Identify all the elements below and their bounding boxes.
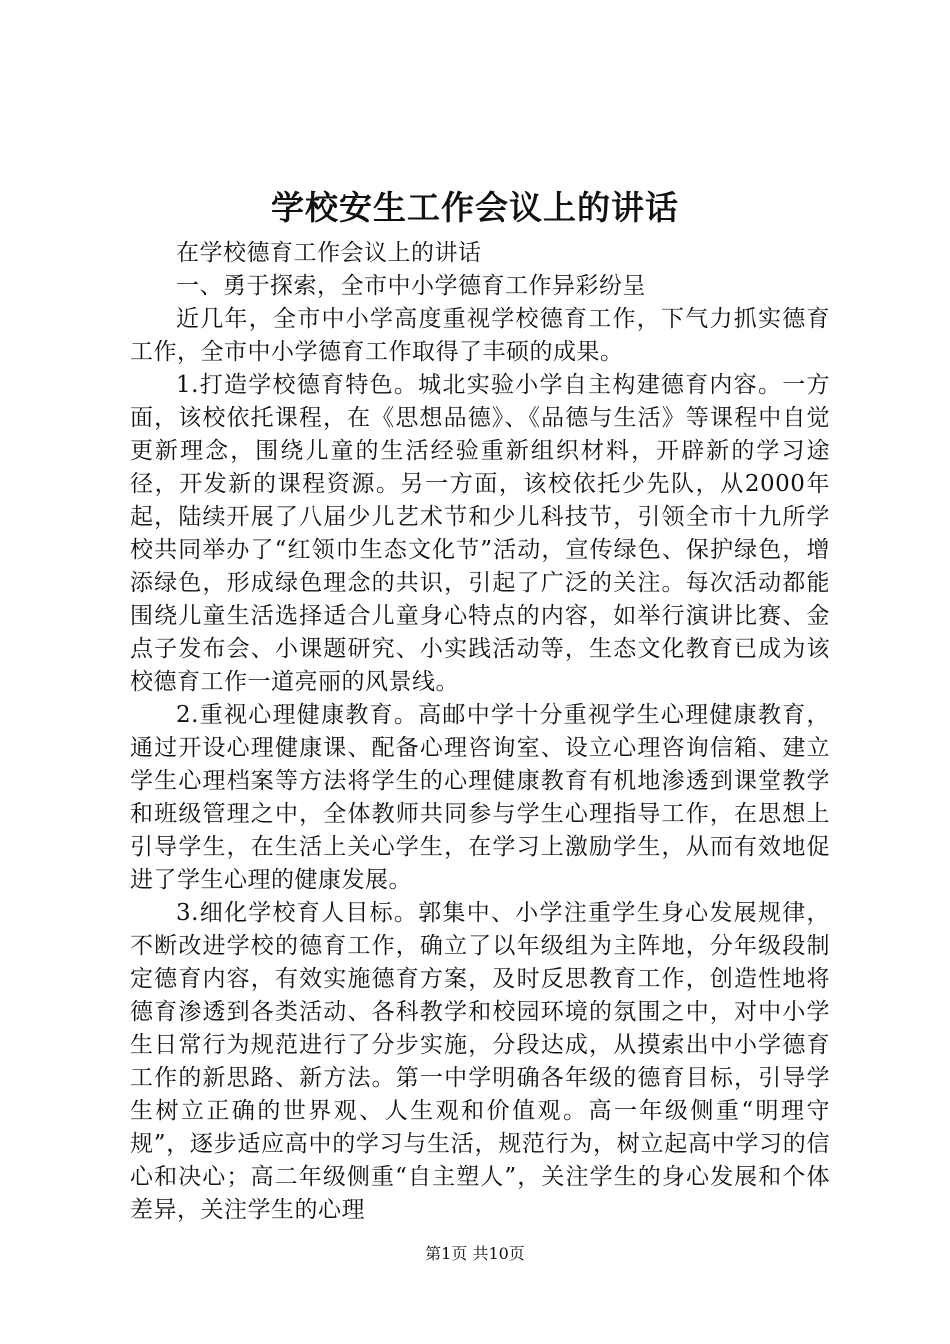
paragraph-point-2: 2.重视心理健康教育。高邮中学十分重视学生心理健康教育，通过开设心理健康课、配备心理咨询室、设立心理咨询信箱、建立学生心理档案等方法将学生的心理健康教育有机地渗透到课堂教学和班级管理之中，全体教师共同参与学生心理指导工作，在思想上引导学生，在生活上关心学生，在学习上激励学生，从而有效地促进了学生心理的健康发展。 (130, 702, 830, 893)
page-footer: 第1页 共10页 (425, 1244, 525, 1263)
paragraph-intro: 近几年，全市中小学高度重视学校德育工作，下气力抓实德育工作，全市中小学德育工作取得了丰硕的成果。 (130, 306, 830, 365)
document-title: 学校安生工作会议上的讲话 (271, 188, 679, 227)
paragraph-point-1: 1.打造学校德育特色。城北实验小学自主构建德育内容。一方面，该校依托课程，在《思想品德》、《品德与生活》等课程中自觉更新理念，围绕儿童的生活经验重新组织材料，开辟新的学习途径，开发新的课程资源。另一方面，该校依托少先队，从2000年起，陆续开展了八届少儿艺术节和少儿科技节，引领全市十九所学校共同举办了“红领巾生态文化节”活动，宣传绿色、保护绿色，增添绿色，形成绿色理念的共识，引起了广泛的关注。每次活动都能围绕儿童生活选择适合儿童身心特点的内容，如举行演讲比赛、金点子发布会、小课题研究、小实践活动等，生态文化教育已成为该校德育工作一道亮丽的风景线。 (130, 372, 830, 695)
paragraph-section-heading: 一、勇于探索，全市中小学德育工作异彩纷呈 (176, 273, 646, 299)
paragraph-point-3: 3.细化学校育人目标。郭集中、小学注重学生身心发展规律，不断改进学校的德育工作，确立了以年级组为主阵地，分年级段制定德育内容，有效实施德育方案，及时反思教育工作，创造性地将德育渗透到各类活动、各科教学和校园环境的氛围之中，对中小学生日常行为规范进行了分步实施，分段达成，从摸索出中小学德育工作的新思路、新方法。第一中学明确各年级的德育目标，引导学生树立正确的世界观、人生观和价值观。高一年级侧重“明理守规”，逐步适应高中的学习与生活，规范行为，树立起高中学习的信心和决心；高二年级侧重“自主塑人”，关注学生的身心发展和个体差异，关注学生的心理 (130, 900, 830, 1223)
document-body (130, 237, 830, 1227)
paragraph-subtitle: 在学校德育工作会议上的讲话 (176, 240, 482, 266)
